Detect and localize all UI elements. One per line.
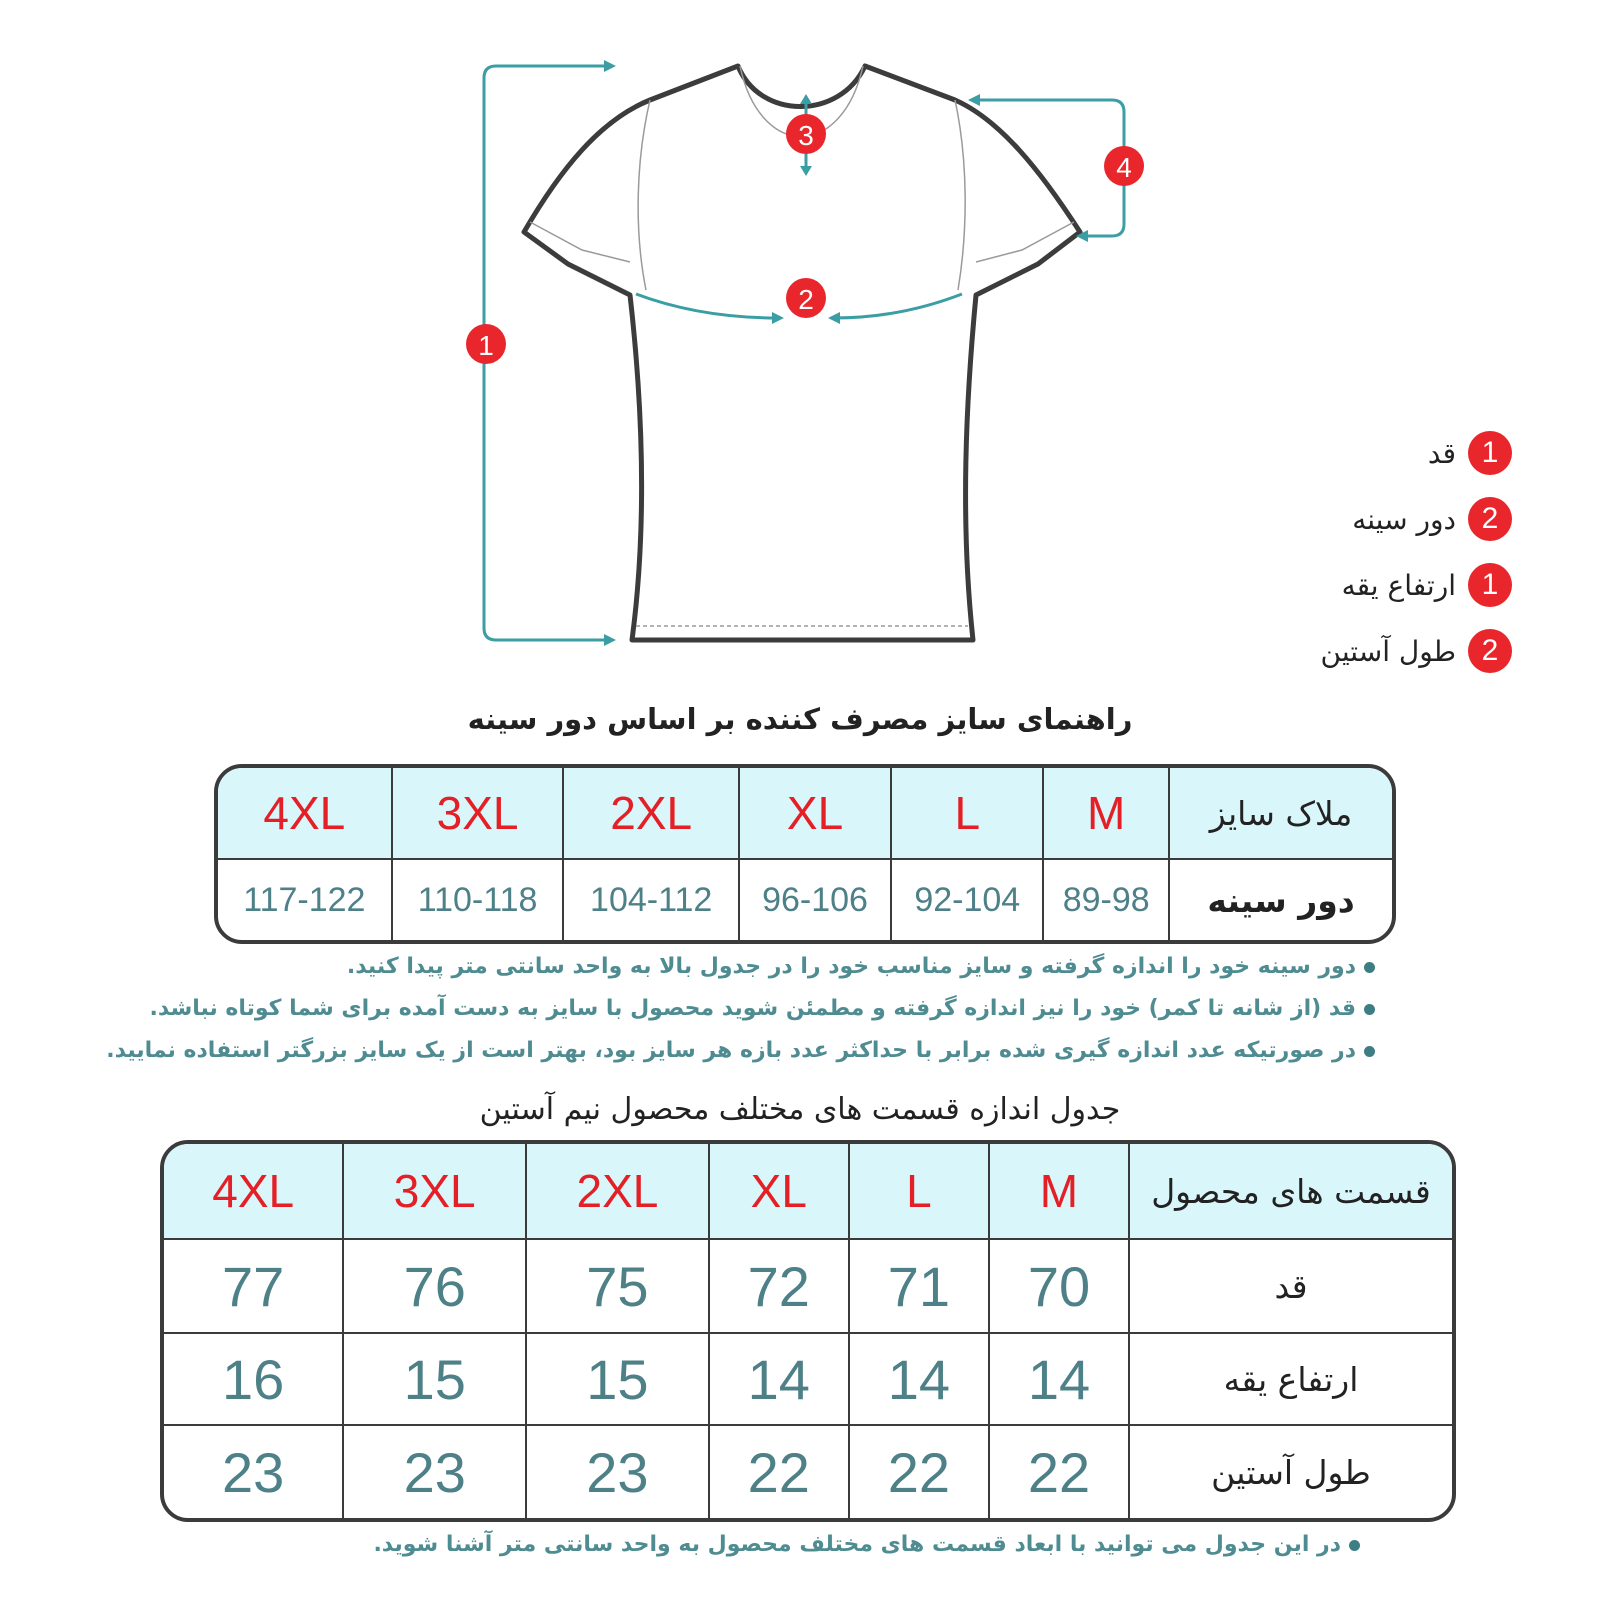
row-label: قد [1128, 1240, 1452, 1334]
header-label: ملاک سایز [1168, 768, 1392, 860]
svg-text:4: 4 [1116, 152, 1132, 183]
note-item: در صورتیکه عدد اندازه گیری شده برابر با حداکثر عدد بازه هر سایز بود، بهتر است از یک سایز بزرگتر استفاده نمایید. [106, 1030, 1375, 1072]
table-cell: 89-98 [1042, 860, 1168, 940]
product-table-note [373, 1524, 1360, 1566]
size-header: 4XL [164, 1144, 342, 1240]
size-header: 2XL [562, 768, 737, 860]
table-cell: 92-104 [890, 860, 1042, 940]
chest-guide-notes [106, 946, 1375, 1072]
header-label: قسمت های محصول [1128, 1144, 1452, 1240]
legend-label: دور سینه [1352, 502, 1456, 536]
measurement-legend [1192, 420, 1512, 684]
table-cell: 23 [525, 1426, 708, 1518]
size-header: M [1042, 768, 1168, 860]
size-header: 2XL [525, 1144, 708, 1240]
size-header: 4XL [218, 768, 391, 860]
table-cell: 15 [525, 1334, 708, 1426]
size-header: L [848, 1144, 988, 1240]
row-label: ارتفاع یقه [1128, 1334, 1452, 1426]
table-cell: 23 [342, 1426, 525, 1518]
marker-2 [786, 278, 826, 318]
note-item: دور سینه خود را اندازه گرفته و سایز مناسب خود را در جدول بالا به واحد سانتی متر پیدا کنید. [106, 946, 1375, 988]
chest-guide-title: راهنمای سایز مصرف کننده بر اساس دور سینه [467, 702, 1133, 736]
table-cell: 15 [342, 1334, 525, 1426]
marker-4 [1104, 146, 1144, 186]
table-cell: 110-118 [391, 860, 563, 940]
bullet-icon [1364, 962, 1375, 973]
size-header: M [988, 1144, 1128, 1240]
row-label: دور سینه [1168, 860, 1392, 940]
table-cell: 70 [988, 1240, 1128, 1334]
marker-3 [786, 114, 826, 154]
svg-text:1: 1 [478, 330, 494, 361]
marker-1 [466, 324, 506, 364]
legend-item [1192, 486, 1512, 552]
size-header: 3XL [342, 1144, 525, 1240]
size-header: 3XL [391, 768, 563, 860]
table-cell: 117-122 [243, 880, 366, 919]
chest-size-table [214, 764, 1396, 944]
table-cell: 14 [988, 1334, 1128, 1426]
table-cell: 14 [848, 1334, 988, 1426]
size-header: XL [708, 1144, 848, 1240]
table-cell: 22 [708, 1426, 848, 1518]
table-cell: 77 [164, 1240, 342, 1334]
bullet-icon [1364, 1004, 1375, 1015]
table-cell: 76 [342, 1240, 525, 1334]
bullet-icon [1349, 1540, 1360, 1551]
table-cell: 96-106 [738, 860, 890, 940]
row-label: طول آستین [1128, 1426, 1452, 1518]
svg-text:3: 3 [798, 120, 814, 151]
note-item: در این جدول می توانید با ابعاد قسمت های مختلف محصول به واحد سانتی متر آشنا شوید. [373, 1524, 1360, 1566]
legend-item [1192, 618, 1512, 684]
legend-number: 2 [1468, 629, 1512, 673]
note-item: قد (از شانه تا کمر) خود را نیز اندازه گرفته و مطمئن شوید محصول با سایز به دست آمده برای شما کوتاه نباشد. [106, 988, 1375, 1030]
table-cell: 22 [988, 1426, 1128, 1518]
product-size-table [160, 1140, 1456, 1522]
table-cell: 23 [222, 1440, 285, 1504]
table-cell: 22 [848, 1426, 988, 1518]
legend-label: قد [1427, 436, 1456, 470]
svg-text:2: 2 [798, 284, 814, 315]
product-table-title: جدول اندازه قسمت های مختلف محصول نیم آستین [479, 1092, 1121, 1127]
legend-label: طول آستین [1320, 634, 1456, 668]
legend-number: 1 [1468, 563, 1512, 607]
table-cell: 14 [708, 1334, 848, 1426]
table-cell: 16 [164, 1334, 342, 1426]
legend-number: 2 [1468, 497, 1512, 541]
size-header: L [890, 768, 1042, 860]
size-header: XL [738, 768, 890, 860]
legend-label: ارتفاع یقه [1341, 568, 1456, 602]
table-cell: 75 [525, 1240, 708, 1334]
legend-item [1192, 552, 1512, 618]
table-cell: 72 [708, 1240, 848, 1334]
table-cell: 104-112 [562, 860, 737, 940]
table-cell: 71 [848, 1240, 988, 1334]
legend-item [1192, 420, 1512, 486]
bullet-icon [1364, 1046, 1375, 1057]
legend-number: 1 [1468, 431, 1512, 475]
